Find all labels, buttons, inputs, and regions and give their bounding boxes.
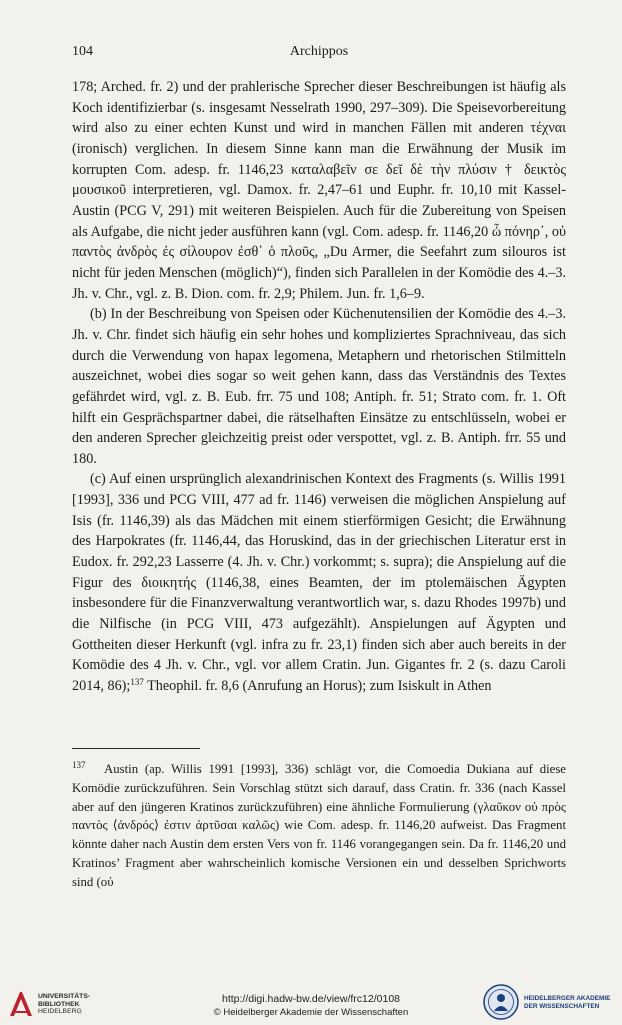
footnote-reference[interactable]: 137 <box>130 677 144 688</box>
ub-name-line2: BIBLIOTHEK <box>38 1000 80 1008</box>
footnote-text: Austin (ap. Willis 1991 [1993], 336) schlägt vor, die Comoedia Dukiana auf diese Komödie zurückzuführen. Sein Vorschlag stützt sich darauf, dass Cratin. fr. 336 (nach Kassel aber auf den jüngeren Kratinos zurückzuführen) eine ähnliche Formulierung (γλαῦκον οὐ πρὸς παντὸς ⟨ἀνδρός⟩ ἐστιν ἀρτῦσαι καλῶς) wie Com. adesp. fr. 1146,20 aufweist. Das Fragment könnte daher nach Austin dem ersten Vers von fr. 1146 vorangegangen sein. Da fr. 1146,20 und Kratinos’ Fragment aber wahrscheinlich komische Versionen ein und desselben Sprichworts sind (οὐ <box>72 762 566 889</box>
footnote-separator <box>72 748 200 749</box>
hadw-logo[interactable] <box>482 983 622 1023</box>
academy-seal-icon <box>482 983 520 1021</box>
paragraph-c <box>72 469 566 696</box>
footnote: 137 Austin (ap. Willis 1991 [1993], 336) schlägt vor, die Comoedia Dukiana auf diese Komödie zurückzuführen. Sein Vorschlag stützt sich darauf, dass Cratin. fr. 336 (nach Kassel aber auf den jüngeren Kratinos zurückzuführen) eine ähnliche Formulierung (γλαῦκον οὐ πρὸς παντὸς ⟨ἀνδρός⟩ ἐστιν ἀρτῦσαι καλῶς) wie Com. adesp. fr. 1146,20 aufweist. Das Fragment könnte daher nach Austin dem ersten Vers von fr. 1146 vorangegangen sein. Da fr. 1146,20 und Kratinos’ Fragment aber wahrscheinlich komische Versionen ein und desselben Sprichworts sind (οὐ <box>72 760 566 889</box>
running-title: Archippos <box>289 44 349 59</box>
digitization-footer <box>0 975 622 1025</box>
permalink[interactable]: http://digi.hadw-bw.de/view/frc12/0108 <box>221 993 401 1005</box>
hadw-name-line1: HEIDELBERGER AKADEMIE <box>524 995 611 1002</box>
hadw-name-line2: DER WISSENSCHAFTEN <box>524 1003 600 1010</box>
page-number: 104 <box>72 44 93 59</box>
paragraph-b: (b) In der Beschreibung von Speisen oder Küchenutensilien der Komödie des 4.–3. Jh. v. Chr. findet sich häufig ein sehr hohes und kompliziertes Sprachniveau, das sich durch die Verwendung von hapax legomena, Metaphern und rhetorischen Stilmitteln auszeichnet, wobei dies sogar so weit gehen kann, dass das Verständnis des Textes gefährdet wird, vgl. z. B. Eub. frr. 75 und 108; Antiph. fr. 51; Strato com. fr. 1. Oft hilft ein Gesprächspartner dabei, die rätselhaften Einsätze zu entschlüsseln, wobei er den anderen Sprecher gleichzeitig preist oder verspottet, vgl. z. B. Antiph. frr. 55 und 180. <box>72 306 566 467</box>
paragraph-a-continuation: 178; Arched. fr. 2) und der prahlerische Sprecher dieser Beschreibungen ist häufig als Koch identifizierbar (s. insgesamt Nesselrath 1990, 297–309). Die Speisevorbereitung wird also zu einer echten Kunst und wird in manchen Fällen mit anderen τέχναι (ironisch) verglichen. In diesem Sinne kann man die Erwähnung der Musik im korrupten Com. adesp. fr. 1146,23 καταλαβεῖν σε δεῖ δὲ τὴν πλύσιν † δεικτὸς μουσικοῦ interpretieren, vgl. Damox. fr. 2,47–61 und Euphr. fr. 10,10 mit Kassel-Austin (PCG V, 291) mit weiteren Beispielen. Auch für die Zubereitung von Speisen als Aufgabe, die nicht jeder ausführen kann (vgl. Com. adesp. fr. 1146,20 ὦ πόνηρ᾽, οὐ παντὸς ἀνδρὸς ἐς σίλουρον ἐσθ᾽ ὁ πλοῦς, „Du Armer, die Seefahrt zum silouros ist nicht für jeden Menschen (möglich)“), finden sich Parallelen in der Komödie des 4.–3. Jh. v. Chr., vgl. z. B. Dion. com. fr. 2,9; Philem. Jun. fr. 1,6–9. <box>72 79 566 302</box>
running-header <box>72 44 566 62</box>
copyright-notice: © Heidelberger Akademie der Wissenschaften <box>213 1007 409 1018</box>
ub-name-line3: HEIDELBERG <box>38 1008 82 1016</box>
ub-name-line1: UNIVERSITÄTS- <box>38 993 91 1000</box>
main-text <box>72 77 566 697</box>
paragraph-c-tail: Theophil. fr. 8,6 (Anrufung an Horus); zum Isiskult in Athen <box>143 678 492 695</box>
paragraph-c-text: (c) Auf einen ursprünglich alexandrinischen Kontext des Fragments (s. Willis 1991 [1993], 336 und PCG VIII, 477 ad fr. 1146) verweisen die möglichen Anspielung auf Isis (fr. 1146,39) als das Mädchen mit einem stierförmigen Gesicht; die Erwähnung des Harpokrates (fr. 1146,44, das Horuskind, das in der griechischen Literatur erst in Eudox. fr. 292,23 Lasserre (4. Jh. v. Chr.) vorkommt; s. supra); die Anspielung auf die Figur des διοικητής (1146,38, eines Beamten, der im ptolemäischen Ägypten insbesondere für die Finanzverwaltung verantwortlich war, s. dazu Rhodes 1997b) und die Nilfische (in PCG VIII, 473 aufgezählt). Anspielungen auf Ägypten und Gottheiten dieser Herkunft (vgl. infra zu fr. 23,1) finden sich aber auch bereits in der Komödie des 4 Jh. v. Chr., vgl. vor allem Cratin. Jun. Gigantes fr. 2 (s. dazu Caroli 2014, 86); <box>72 471 566 695</box>
